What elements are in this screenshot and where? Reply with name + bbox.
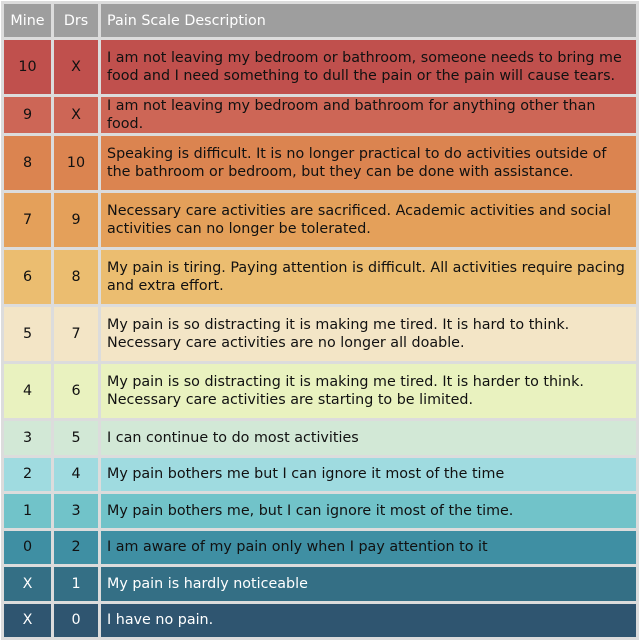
- mine-value: 7: [4, 193, 51, 247]
- drs-value: 7: [54, 307, 98, 361]
- mine-value: 2: [4, 458, 51, 492]
- table-row: [4, 250, 636, 304]
- table-row: [4, 136, 636, 190]
- table-row: [4, 364, 636, 418]
- pain-description: My pain is so distracting it is making me tired. It is harder to think. Necessary care activities are starting to be limited.: [101, 364, 636, 418]
- pain-description: I can continue to do most activities: [101, 421, 636, 455]
- drs-value: 3: [54, 494, 98, 528]
- pain-description: My pain bothers me, but I can ignore it most of the time.: [101, 494, 636, 528]
- table-row: [4, 531, 636, 565]
- mine-value: 4: [4, 364, 51, 418]
- mine-value: 10: [4, 40, 51, 94]
- mine-value: 9: [4, 97, 51, 133]
- table-row: [4, 97, 636, 133]
- mine-value: 6: [4, 250, 51, 304]
- pain-description: I have no pain.: [101, 604, 636, 638]
- table-row: [4, 307, 636, 361]
- pain-description: I am not leaving my bedroom and bathroom for anything other than food.: [101, 97, 636, 133]
- drs-value: 6: [54, 364, 98, 418]
- table-row: [4, 193, 636, 247]
- pain-description: Necessary care activities are sacrificed. Academic activities and social activities can no longer be tolerated.: [101, 193, 636, 247]
- drs-value: 5: [54, 421, 98, 455]
- mine-value: 1: [4, 494, 51, 528]
- header-description: Pain Scale Description: [101, 4, 636, 37]
- mine-value: 8: [4, 136, 51, 190]
- pain-description: Speaking is difficult. It is no longer practical to do activities outside of the bathroom or bedroom, but they can be done with assistance.: [101, 136, 636, 190]
- table-row: [4, 40, 636, 94]
- drs-value: 9: [54, 193, 98, 247]
- pain-description: My pain bothers me but I can ignore it most of the time: [101, 458, 636, 492]
- mine-value: 0: [4, 531, 51, 565]
- table-row: [4, 458, 636, 492]
- drs-value: X: [54, 40, 98, 94]
- drs-value: 1: [54, 567, 98, 601]
- table-row: [4, 421, 636, 455]
- table-row: [4, 567, 636, 601]
- pain-description: My pain is tiring. Paying attention is difficult. All activities require pacing and extra effort.: [101, 250, 636, 304]
- drs-value: 0: [54, 604, 98, 638]
- pain-scale-table: [1, 1, 639, 640]
- table-row: [4, 494, 636, 528]
- pain-description: I am not leaving my bedroom or bathroom, someone needs to bring me food and I need something to dull the pain or the pain will cause tears.: [101, 40, 636, 94]
- pain-description: My pain is so distracting it is making me tired. It is hard to think. Necessary care activities are no longer all doable.: [101, 307, 636, 361]
- mine-value: X: [4, 604, 51, 638]
- pain-description: My pain is hardly noticeable: [101, 567, 636, 601]
- pain-description: I am aware of my pain only when I pay attention to it: [101, 531, 636, 565]
- drs-value: 10: [54, 136, 98, 190]
- drs-value: 2: [54, 531, 98, 565]
- drs-value: 8: [54, 250, 98, 304]
- mine-value: X: [4, 567, 51, 601]
- drs-value: 4: [54, 458, 98, 492]
- header-drs: Drs: [54, 4, 98, 37]
- mine-value: 5: [4, 307, 51, 361]
- drs-value: X: [54, 97, 98, 133]
- table-row: [4, 604, 636, 638]
- mine-value: 3: [4, 421, 51, 455]
- table-header-row: [4, 4, 636, 37]
- header-mine: Mine: [4, 4, 51, 37]
